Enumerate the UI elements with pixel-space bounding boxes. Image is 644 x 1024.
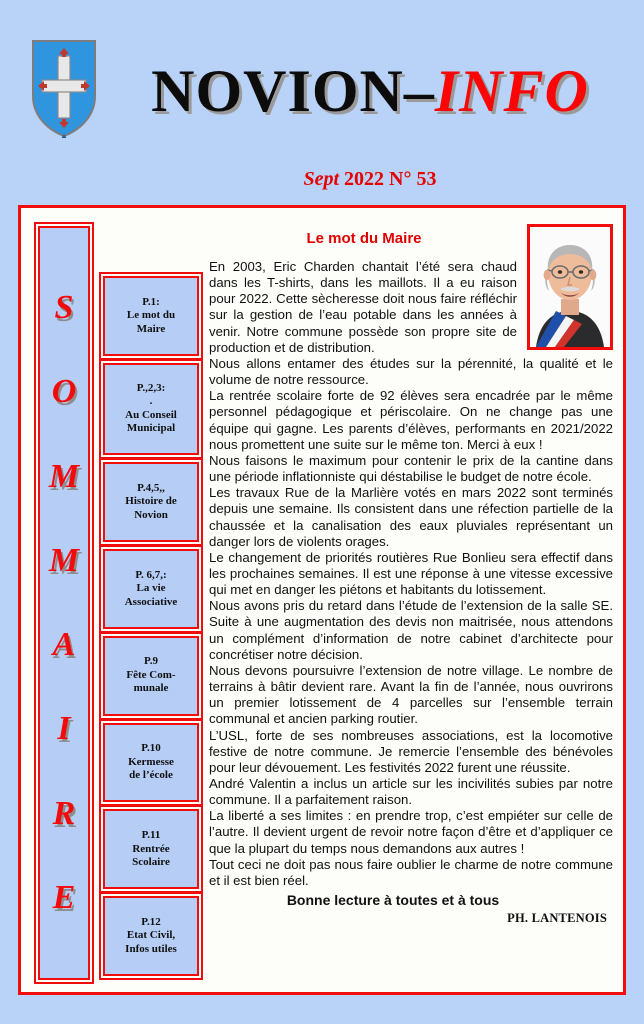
summary-box-line: P.4,5,, — [137, 481, 165, 494]
summary-box-line: Etat Civil, — [126, 929, 176, 942]
summary-box[interactable] — [103, 549, 199, 629]
summary-box-line: Au Conseil — [125, 408, 177, 421]
summary-box[interactable] — [103, 363, 199, 455]
article-paragraph: Nous avons pris du retard dans l’étude de l’extension de la salle SE. Suite à une augmentation des devis non maitrisée, nous attendons un complément d’information de notre cabinet d’architecte pour concrétiser notre décision. — [209, 598, 613, 662]
summary-box-line: Scolaire — [132, 856, 170, 868]
signature: PH. LANTENOIS — [507, 911, 607, 926]
sommaire-letter: M — [48, 541, 80, 579]
sommaire-letter: E — [52, 878, 76, 916]
summary-box-line: La vie — [136, 582, 166, 595]
summary-box-line: munale — [133, 682, 169, 695]
page-frame — [18, 205, 626, 995]
mayor-portrait-photo — [527, 224, 613, 350]
article-paragraph: Nous allons entamer des études sur la pérennité, la qualité et le volume de notre ressource. — [209, 355, 613, 388]
issue-line — [110, 168, 630, 191]
sommaire-rail — [38, 226, 90, 980]
article-paragraph: La liberté a ses limites : en prendre trop, c’est empiéter sur celle de l’autre. Il devient urgent de revoir notre façon d’être et d’appliquer ce que la plupart du temps nous demandons aux autres ! — [209, 808, 613, 856]
publication-wordmark — [110, 56, 630, 126]
summary-box-line: P.10 — [141, 742, 161, 755]
summary-box-line: Rentrée — [132, 842, 170, 855]
issue-number: 2022 N° 53 — [344, 168, 437, 190]
summary-box[interactable] — [103, 809, 199, 889]
article-paragraph: Nous devons poursuivre l’extension de notre village. Le nombre de terrains à bâtir devient rare. Avant la fin de l’année, nous ouvrirons un premier lotissement de 4 parcelles sur l’ensemble terrain communal et ancien parking routier. — [209, 662, 613, 727]
summary-box-line: . — [149, 395, 153, 408]
summary-box-line: Fête Com- — [126, 668, 176, 681]
article-paragraph: Les travaux Rue de la Marlière votés en mars 2022 sont terminés depuis une semaine. Ils consistent dans une réfection partielle de la chaussée et la canalisation des eaux pluviales représentant un danger lors de violents orages. — [209, 485, 613, 549]
sommaire-letter: I — [57, 710, 71, 748]
summary-box-line: Infos utiles — [125, 942, 177, 955]
summary-box[interactable] — [103, 462, 199, 542]
summary-box[interactable] — [103, 896, 199, 976]
article-body — [209, 259, 613, 889]
sommaire-letter: R — [52, 794, 76, 832]
summary-box-line: Associative — [124, 595, 178, 608]
article-mot-du-maire — [209, 222, 613, 978]
article-paragraph: La rentrée scolaire forte de 92 élèves sera encadrée par le même personnel pédagogique et périscolaire. On ne change pas une équipe qui gagne. Les parents d’élèves, performants en 2021/2022 nous promettent une suite sur le même ton. Merci à eux ! — [209, 388, 613, 452]
summary-box[interactable] — [103, 276, 199, 356]
article-paragraph: André Valentin a inclus un article sur les incivilités subies par notre commune. Il a parfaitement raison. — [209, 776, 613, 808]
summary-box-line: Maire — [136, 322, 166, 335]
summary-box-line: Novion — [134, 508, 168, 521]
summary-box-line: P.,2,3: — [136, 381, 166, 394]
summary-box[interactable] — [103, 636, 199, 716]
summary-box-line: de l’école — [129, 769, 173, 782]
closing-line: Bonne lecture à toutes et à tous — [286, 892, 500, 909]
summary-box[interactable] — [103, 723, 199, 803]
summary-box-line: P. 6,7,: — [135, 568, 167, 581]
sommaire-letter: A — [52, 626, 76, 664]
summary-box-line: Municipal — [126, 422, 176, 435]
summary-box-line: Le mot du — [126, 309, 176, 322]
summary-box-line: P.11 — [141, 829, 161, 841]
article-paragraph: Nous faisons le maximum pour contenir le prix de la cantine dans une période inflationniste qui déstabilise le budget de notre école. — [209, 452, 613, 485]
article-paragraph: En 2003, Eric Charden chantait l’été sera chaud dans les T-shirts, dans les maillots. Il a eu raison pour 2022. Cette sècheresse doit nous faire réfléchir sur la gestion de l’eau potable dans les années à venir. Notre commune possède son propre site de production et de distribution. — [209, 259, 517, 355]
coat-of-arms-shield-cross-icon — [30, 38, 98, 138]
article-paragraph: Le changement de priorités routières Rue Bonlieu sera effectif dans les prochaines semaines. Il est une réponse à une vitesse excessive qui met en danger les piétons et habitants du lotissement. — [209, 549, 613, 598]
summary-box-list — [103, 276, 199, 976]
sommaire-letter: S — [54, 289, 74, 327]
wordmark-primary: NOVION– — [151, 58, 435, 124]
summary-box-line: Kermesse — [128, 755, 174, 768]
article-title: Le mot du Maire — [306, 230, 422, 247]
issue-month: Sept — [303, 168, 345, 190]
summary-box-line: Histoire de — [125, 495, 177, 508]
masthead — [0, 0, 644, 205]
sommaire-letter: O — [51, 373, 77, 411]
summary-box-line: P.9 — [144, 655, 158, 668]
summary-box-line: P.12 — [141, 915, 161, 928]
sommaire-letter: M — [48, 457, 80, 495]
wordmark-accent: INFO — [434, 58, 589, 124]
article-paragraph: L’USL, forte de ses nombreuses associations, est la locomotive festive de notre commune. Je remercie l’ensemble des bénévoles pour leur dévouement. Les festivités 2022 furent une réussite. — [209, 727, 613, 775]
article-paragraph: Tout ceci ne doit pas nous faire oublier le charme de notre commune et il est bien réel. — [209, 856, 613, 888]
summary-box-line: P.1: — [142, 295, 160, 308]
